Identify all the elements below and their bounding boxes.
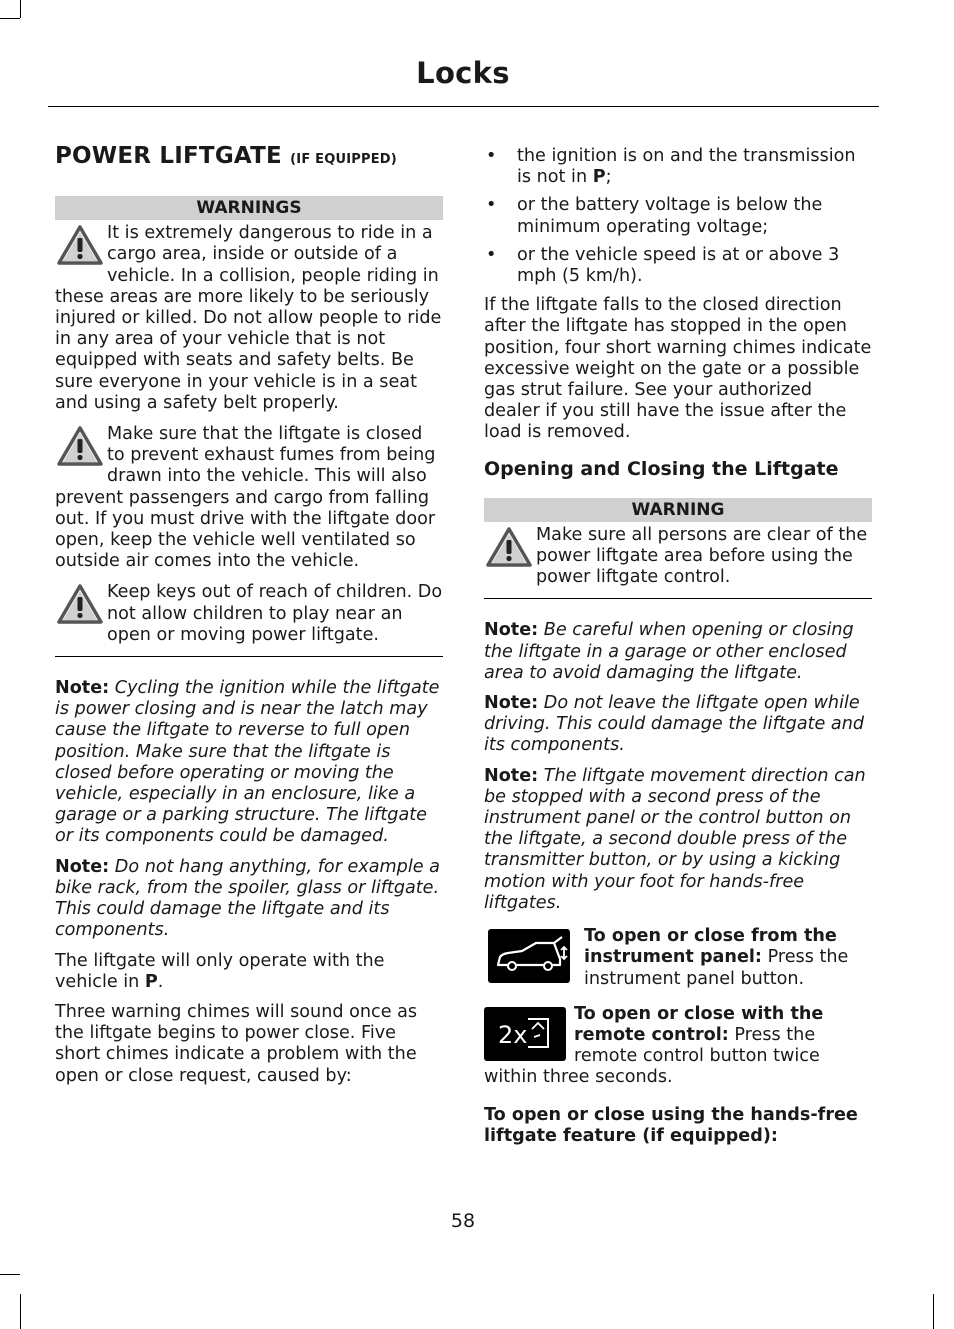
page-title: Locks (416, 56, 510, 90)
note-label: Note: (55, 856, 110, 877)
list-item-text: the ignition is on and the transmission is not in (517, 146, 856, 188)
bullet-icon: • (486, 244, 497, 265)
note-label: Note: (484, 693, 539, 714)
instruction-title: To open or close with the remote control: (574, 1003, 824, 1045)
list-item-text: or the vehicle speed is at or above 3 mph (5 km/h). (517, 244, 840, 287)
paragraph-end: . (157, 971, 164, 992)
note-text: Do not leave the liftgate open while driving. This could damage the liftgate and its components. (484, 693, 865, 756)
crop-mark (0, 1274, 20, 1275)
paragraph: Three warning chimes will sound once as the liftgate begins to power close. Five short chimes indicate a problem with the open or close request, caused by: (55, 1001, 418, 1086)
section-title-text: POWER LIFTGATE (55, 143, 282, 169)
crop-mark (933, 1294, 934, 1329)
note (484, 620, 872, 684)
warning-text: It is extremely dangerous to ride in a cargo area, inside or outside of a vehicle. In a collision, people riding in these areas are more likely to be seriously injured or killed. Do not allow people to ride in any area of your vehicle that is not equipped with seats and safety belts. Be sure everyone in your vehicle is in a seat and using a safety belt properly. (55, 223, 442, 413)
note (484, 693, 872, 757)
page-number: 58 (450, 1210, 476, 1232)
list-item-end: ; (605, 167, 612, 188)
note (484, 766, 872, 914)
note-text: The liftgate movement direction can be stopped with a second press of the instrument panel or the control button on the liftgate, a second double press of the transmitter button, or by using a kicking motion with your foot for hands-free liftgates. (484, 765, 866, 913)
paragraph (55, 951, 443, 993)
note (55, 678, 443, 848)
warning-item (55, 424, 443, 572)
header-rule (48, 106, 879, 107)
divider (484, 598, 872, 599)
warnings-heading: WARNINGS (55, 196, 443, 220)
bullet-icon: • (486, 146, 497, 166)
divider (55, 656, 443, 657)
note-label: Note: (55, 678, 110, 699)
bullet-list (484, 146, 872, 287)
crop-mark (20, 0, 21, 18)
list-item (484, 245, 872, 287)
instrument-panel-instruction (484, 926, 872, 990)
warning-item (55, 582, 443, 646)
right-column (484, 146, 872, 1147)
note-label: Note: (484, 620, 539, 641)
warning-triangle-icon (55, 223, 105, 267)
note-text: Cycling the ignition while the liftgate is power closing and is near the latch may cause the liftgate to reverse to full open position. Make sure that the liftgate is closed before operating or moving the vehicle, especially in an enclosure, like a garage or a parking structure. The liftgate or its components could be damaged. (55, 678, 440, 847)
warning-triangle-icon (55, 582, 105, 626)
warning-text: Make sure all persons are clear of the power liftgate area before using the power liftgate control. (536, 524, 868, 588)
crop-mark (0, 18, 20, 19)
bullet-icon: • (486, 195, 497, 216)
note-text: Do not hang anything, for example a bike rack, from the spoiler, glass or liftgate. This could damage the liftgate and its components. (55, 856, 440, 941)
warning-text: Make sure that the liftgate is closed to prevent exhaust fumes from being drawn into the vehicle. This will also prevent passengers and cargo from falling out. If you must drive with the liftgate door open, keep the vehicle well ventilated so outside air comes into the vehicle. (55, 424, 436, 572)
warning-item (484, 525, 872, 589)
instruction-title: To open or close from the instrument panel: (584, 926, 837, 968)
handsfree-heading: To open or close using the hands-free liftgate feature (if equipped): (484, 1104, 858, 1146)
subsection-title: Opening and Closing the Liftgate (484, 457, 839, 480)
instruction-text: Press the remote control button twice within three seconds. (484, 1024, 820, 1088)
section-title-suffix: (IF EQUIPPED) (290, 152, 397, 167)
instruction-text: Press the instrument panel button. (584, 947, 849, 989)
warning-triangle-icon (55, 424, 105, 468)
warning-item (55, 223, 443, 414)
note (55, 857, 443, 942)
remote-control-instruction (484, 1004, 872, 1089)
list-item (484, 195, 872, 237)
crop-mark (20, 1294, 21, 1329)
left-column (55, 143, 443, 1096)
remote-2x-icon (484, 1007, 566, 1061)
list-item (484, 146, 872, 188)
paragraph-text: The liftgate will only operate with the vehicle in (55, 950, 385, 992)
section-title (55, 143, 443, 170)
gear-park-label: P (592, 167, 606, 188)
warning-text: Keep keys out of reach of children. Do not allow children to play near an open or moving power liftgate. (107, 582, 443, 645)
list-item-text: or the battery voltage is below the minimum operating voltage; (517, 195, 823, 237)
note-label: Note: (484, 765, 539, 786)
gear-park-label: P (144, 971, 158, 992)
note-text: Be careful when opening or closing the liftgate in a garage or other enclosed area to avoid damaging the liftgate. (484, 620, 854, 683)
warning-triangle-icon (484, 525, 534, 569)
liftgate-car-icon (488, 929, 570, 983)
remote-icon-label: 2x (498, 1020, 528, 1049)
warning-heading: WARNING (484, 498, 872, 522)
paragraph: If the liftgate falls to the closed direction after the liftgate has stopped in the open position, four short warning chimes indicate excessive weight on the gate or a possible gas strut failure. See your authorized dealer if you still have the issue after the load is removed. (484, 295, 872, 443)
